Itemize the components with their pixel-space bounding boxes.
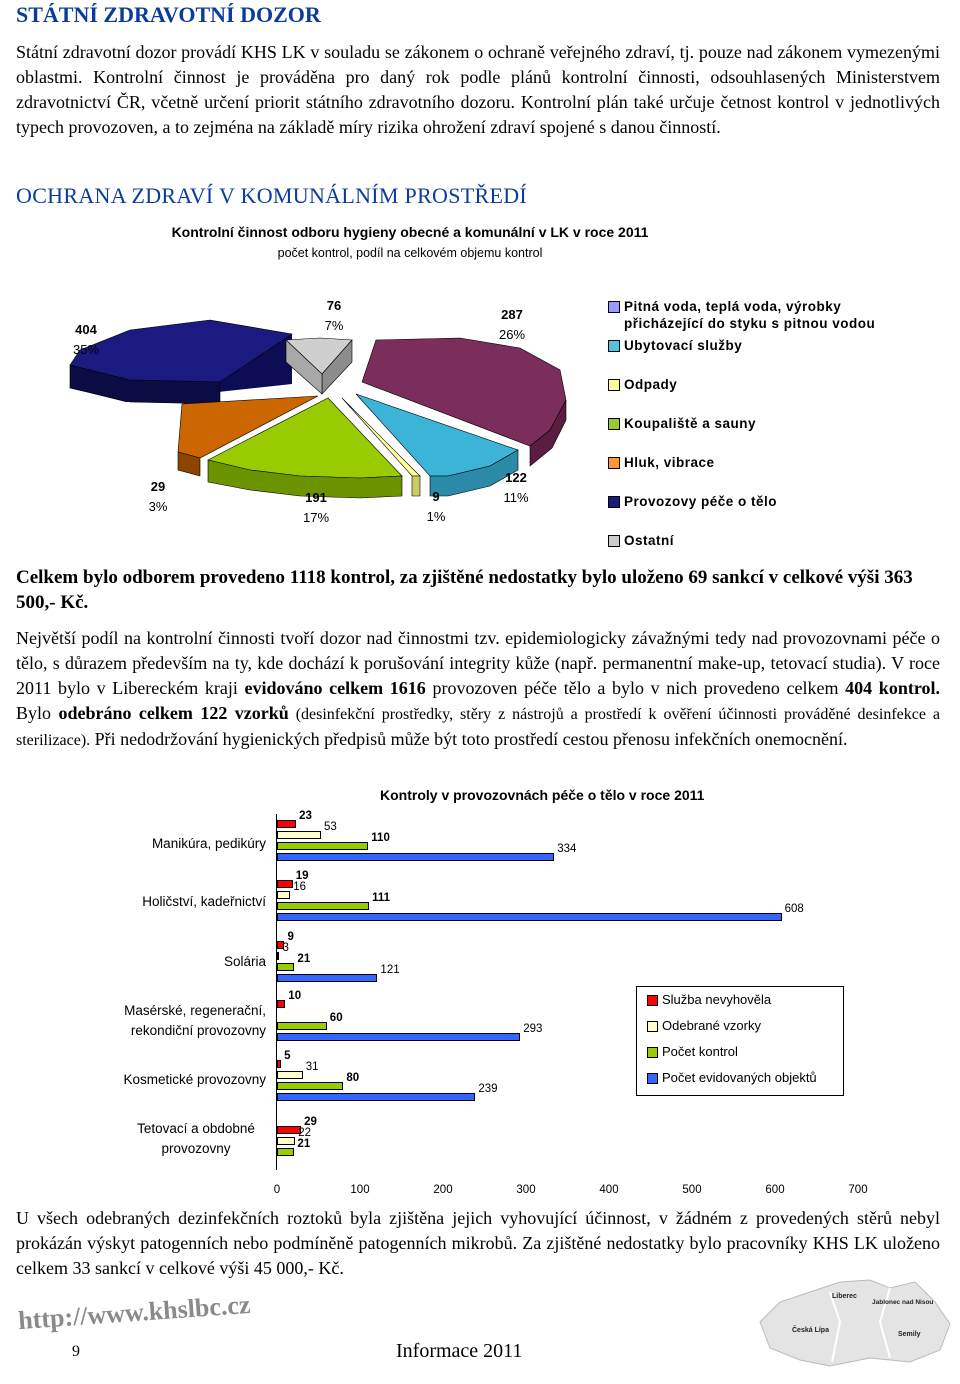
bar-1-0 [277, 831, 321, 839]
x-tick: 500 [682, 1184, 702, 1196]
bar-value-label: 608 [784, 903, 804, 915]
closing-paragraph: U všech odebraných dezinfekčních roztoků byla zjištěna jejich vyhovující účinnost, v žádném z provedených stěrů nebyl prokázán výskyt patogenních nebo podmíněně patogenních mikrobů. Za zjištěné nedostatky bylo pracovníky KHS LK uloženo celkem 33 sankcí v celkové výši 45 000,- Kč. [16, 1208, 940, 1278]
pie-label-other: 76 7% [324, 298, 344, 333]
bar-value-label: 293 [523, 1023, 543, 1035]
bar-2-0 [277, 842, 368, 850]
bar-value-label: 80 [346, 1072, 360, 1084]
care-paragraph: Největší podíl na kontrolní činnosti tvoří dozor nad činnostmi tzv. epidemiologicky závažnými tedy nad provozovnami péče o tělo, s důrazem především na ty, kde dochází k porušování integrity kůže (např. permanentní make-up, tetovací studia). V roce 2011 bylo v Libereckém kraji evidováno celkem 1616 provozoven péče tělo a bylo v nich provedeno celkem 404 kontrol. Bylo odebráno celkem 122 vzorků (desinfekční prostředky, stěry z nástrojů a prostředí k ověření účinnosti prováděné desinfekce a sterilizace). Při nedodržování hygienických předpisů může být toto prostředí cestou přenosu infekčních onemocnění. [16, 628, 940, 749]
map-label-ceska-lipa: Česká Lípa [792, 1327, 829, 1334]
bar-value-label: 53 [323, 821, 337, 833]
bar-1-2 [277, 952, 279, 960]
bar-0-0 [277, 820, 296, 828]
bar-value-label: 3 [282, 942, 289, 954]
bar-value-label: 121 [380, 964, 400, 976]
bar-2-4 [277, 1082, 343, 1090]
bar-value-label: 21 [297, 1138, 311, 1150]
bar-value-label: 334 [557, 843, 577, 855]
pie-chart-subtitle: počet kontrol, podíl na celkovém objemu kontrol [277, 246, 543, 260]
bar-value-label: 31 [305, 1061, 319, 1073]
legend-swatch [647, 995, 658, 1006]
bar-1-4 [277, 1071, 303, 1079]
bar-3-3 [277, 1033, 520, 1041]
bar-value-label: 9 [287, 931, 294, 943]
bar-value-label: 60 [329, 1012, 343, 1024]
bar-3-4 [277, 1093, 475, 1101]
legend-item-water: Pitná voda, teplá voda, výrobky přicházející do styku s pitnou vodou [608, 298, 908, 334]
bar-value-label: 19 [295, 870, 309, 882]
bar-value-label: 110 [371, 832, 390, 844]
map-label-liberec: Liberec [832, 1293, 857, 1300]
category-label: Solária [223, 954, 266, 969]
legend-swatch [647, 1021, 658, 1032]
bar-3-0 [277, 853, 554, 861]
bar-value-label: 21 [297, 953, 311, 965]
category-label: Holičství, kadeřnictví [142, 894, 266, 909]
bar-value-label: 5 [284, 1050, 291, 1062]
intro-paragraph: Státní zdravotní dozor provádí KHS LK v souladu se zákonem o ochraně veřejného zdraví, tj. pouze nad zákonem vymezenými oblastmi. Kontrolní činnost je prováděna pro daný rok podle plánů kontrolní činnosti, odsouhlasených Ministerstvem zdravotnictví ČR, včetně určení priorit státního zdravotního dozoru. Kontrolní plán také určuje četnost kontrol v jednotlivých typech provozoven, a to zejména na základě míry rizika ohrožení zdraví spojené s danou činností. [16, 42, 940, 137]
pie-label-pools: 191 17% [302, 490, 330, 525]
x-tick: 100 [350, 1184, 370, 1196]
legend-swatch [647, 1073, 658, 1084]
pie-chart-title: Kontrolní činnost odboru hygieny obecné a komunální v LK v roce 2011 [171, 224, 649, 240]
bar-chart-legend: Služba nevyhověla Odebrané vzorky Počet kontrol Počet evidovaných objektů [636, 986, 844, 1096]
pie-label-water: 287 26% [498, 307, 526, 342]
footer-url[interactable]: http://www.khslbc.cz [17, 1289, 252, 1336]
x-tick: 0 [273, 1184, 281, 1196]
pie-label-waste: 9 1% [426, 489, 446, 524]
bar-value-label: 239 [478, 1083, 498, 1095]
category-label: Kosmetické provozovny [123, 1072, 266, 1087]
pie-label-accommodation: 122 11% [503, 470, 529, 505]
section-heading-sanitary: STÁTNÍ ZDRAVOTNÍ DOZOR [16, 2, 321, 27]
legend-swatch [647, 1047, 658, 1058]
bar-2-2 [277, 963, 294, 971]
bar-0-1 [277, 880, 293, 888]
footer-title: Informace 2011 [396, 1340, 523, 1362]
bar-2-3 [277, 1022, 327, 1030]
x-tick: 300 [516, 1184, 536, 1196]
pie-label-noise: 29 3% [148, 479, 168, 514]
bar-value-label: 22 [298, 1127, 312, 1139]
bar-chart-title: Kontroly v provozovnách péče o tělo v roce 2011 [380, 787, 705, 803]
summary-paragraph: Celkem bylo odborem provedeno 1118 kontrol, za zjištěné nedostatky bylo uloženo 69 sankcí v celkové výši 363 500,- Kč. [16, 567, 913, 613]
bar-value-label: 29 [304, 1116, 317, 1128]
bar-1-5 [277, 1137, 295, 1145]
bar-0-4 [277, 1060, 281, 1068]
x-tick: 600 [765, 1184, 785, 1196]
bar-value-label: 23 [299, 810, 312, 822]
bar-0-3 [277, 1000, 285, 1008]
bar-3-1 [277, 913, 782, 921]
pie-label-care: 404 35% [72, 322, 100, 357]
bar-value-label: 111 [372, 892, 391, 904]
x-tick: 700 [848, 1184, 868, 1196]
bar-1-1 [277, 891, 290, 899]
bar-3-2 [277, 974, 377, 982]
map-label-jablonec: Jablonec nad Nisou [872, 1299, 934, 1306]
category-label: Masérské, regenerační, rekondiční provozovny [124, 1003, 266, 1038]
category-label: Manikúra, pedikúry [151, 836, 266, 851]
x-tick: 400 [599, 1184, 619, 1196]
section-heading-communal: OCHRANA ZDRAVÍ V KOMUNÁLNÍM PROSTŘEDÍ [16, 183, 528, 208]
x-tick: 200 [433, 1184, 453, 1196]
region-map-graphic [740, 1262, 960, 1380]
category-label: Tetovací a obdobné provozovny [137, 1121, 255, 1156]
bar-2-1 [277, 902, 369, 910]
bar-value-label: 16 [293, 881, 307, 893]
bar-2-5 [277, 1148, 294, 1156]
y-axis-line [276, 814, 277, 1170]
page-number: 9 [72, 1343, 80, 1360]
bar-value-label: 10 [288, 990, 302, 1002]
map-label-semily: Semily [898, 1331, 921, 1338]
